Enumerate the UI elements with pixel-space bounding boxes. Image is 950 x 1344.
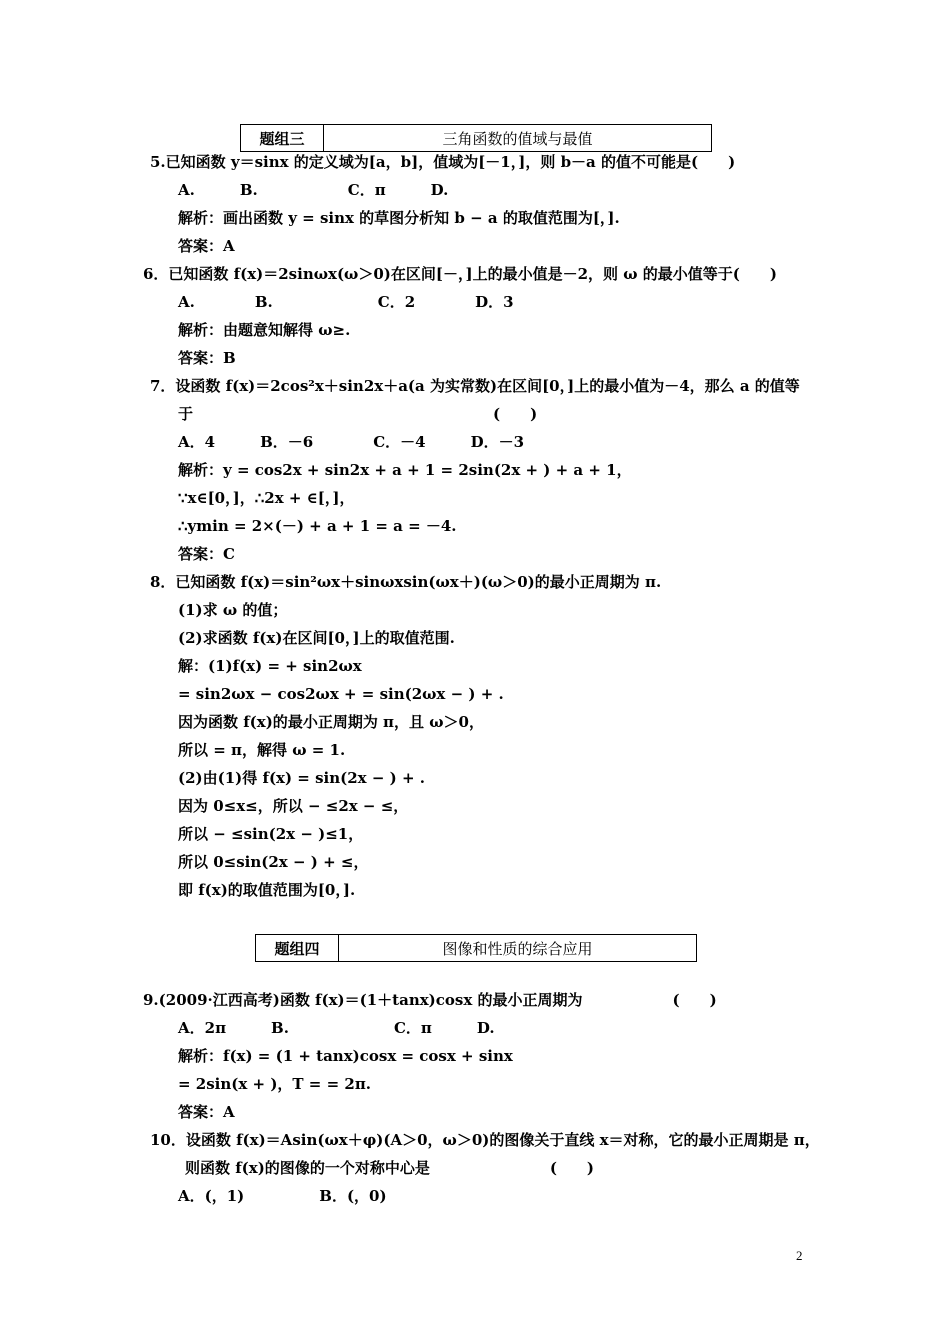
group3-name: 题组三 [241,125,324,151]
q5-analysis: 解析：画出函数 y = sinx 的草图分析知 b − a 的取值范围为[，]. [178,209,620,227]
group4-name: 题组四 [256,935,339,961]
q9-options: A．2π B. C．π D. [178,1019,495,1037]
q7-options: A．4 B．－6 C．－4 D．－3 [178,433,525,451]
q5-stem: 5.已知函数 y＝sinx 的定义域为[a，b]，值域为[－1，]，则 b－a 的值不可能是( ) [150,153,736,171]
group4-title: 图像和性质的综合应用 [442,939,593,958]
q8-solution-7: 所以 − ≤sin(2x − )≤1， [178,825,364,843]
q5-options: A. B. C．π D. [178,181,449,199]
q8-solution-5: (2)由(1)得 f(x) = sin(2x − ) + . [178,769,425,787]
q8-solution-9: 即 f(x)的取值范围为[0，]. [178,881,356,899]
q9-answer: 答案：A [178,1103,235,1121]
q8-solution-6: 因为 0≤x≤，所以 − ≤2x − ≤， [178,797,409,815]
page-number: 2 [796,1248,803,1263]
q7-answer: 答案：C [178,545,235,563]
q6-answer: 答案：B [178,349,236,367]
q8-part2: (2)求函数 f(x)在区间[0，]上的取值范围. [178,629,455,647]
q7-stem: 7．设函数 f(x)＝2cos²x＋sin2x＋a(a 为实常数)在区间[0，]上的最小值为－4，那么 a 的值等 [150,377,800,395]
q9-stem: 9.(2009·江西高考)函数 f(x)＝(1＋tanx)cosx 的最小正周期为 ( ) [143,991,717,1009]
q10-stem-cont: 则函数 f(x)的图像的一个对称中心是 ( ) [185,1159,595,1177]
q5-answer: 答案：A [178,237,235,255]
q7-analysis-2: ∵x∈[0，]，∴2x + ∈[，]， [178,489,355,507]
q8-solution-1: 解：(1)f(x) = + sin2ωx [178,657,362,675]
group3-title: 三角函数的值域与最值 [442,129,593,148]
q9-analysis-2: = 2sin(x + )，T = = 2π. [178,1075,372,1093]
q10-options: A．(，1) B．(，0) [178,1187,387,1205]
q6-stem: 6．已知函数 f(x)＝2sinωx(ω＞0)在区间[－，]上的最小值是－2，则 ω 的最小值等于( ) [143,265,777,283]
group3-header-box [240,124,712,152]
q8-solution-4: 所以 = π，解得 ω = 1. [178,741,346,759]
q8-part1: (1)求 ω 的值； [178,601,288,619]
q9-analysis-1: 解析：f(x) = (1 + tanx)cosx = cosx + sinx [178,1047,513,1065]
q7-analysis-3: ∴ymin = 2×(－) + a + 1 = a = －4. [178,517,457,535]
group4-header-box [255,934,697,962]
q8-solution-3: 因为函数 f(x)的最小正周期为 π，且 ω＞0， [178,713,484,731]
q7-stem-cont: 于 ( ) [178,405,538,423]
q6-options: A. B. C．2 D．3 [178,293,514,311]
q7-analysis-1: 解析：y = cos2x + sin2x + a + 1 = 2sin(2x + ) + a + 1， [178,461,632,479]
q8-solution-8: 所以 0≤sin(2x − ) + ≤， [178,853,369,871]
q6-analysis: 解析：由题意知解得 ω≥. [178,321,351,339]
q8-stem: 8．已知函数 f(x)＝sin²ωx＋sinωxsin(ωx＋)(ω＞0)的最小正周期为 π. [150,573,662,591]
q8-solution-2: = sin2ωx − cos2ωx + = sin(2ωx − ) + . [178,685,504,703]
q10-stem: 10．设函数 f(x)＝Asin(ωx＋φ)(A＞0，ω＞0)的图像关于直线 x＝对称，它的最小正周期是 π， [150,1131,820,1149]
